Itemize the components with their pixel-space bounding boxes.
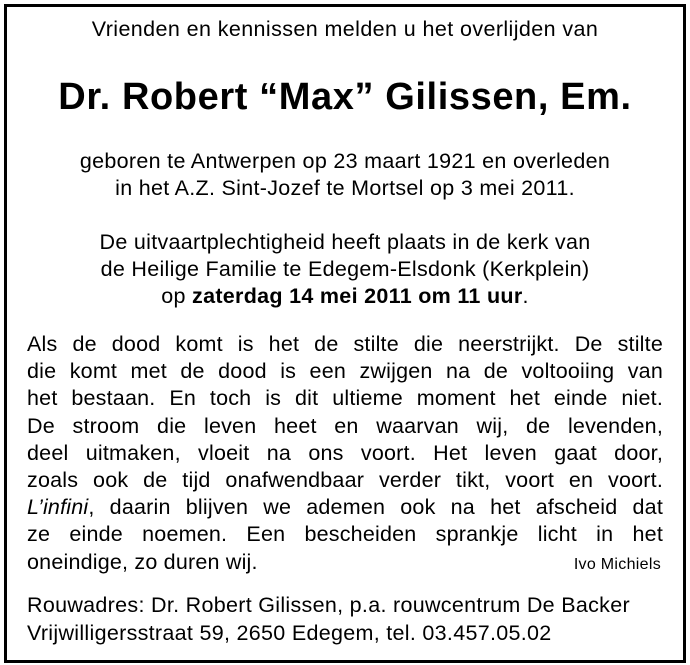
poem-line: het bestaan. En toch is dit ultieme moment het einde niet. — [27, 386, 663, 411]
poem — [27, 331, 663, 576]
poem-line: zoals ook de tijd onafwendbaar verder tikt, voort en voort. — [27, 467, 663, 492]
mourning-address — [27, 592, 667, 647]
poem-italic-word: L’infini — [27, 495, 89, 520]
poem-line: Als de dood komt is het de stilte die neerstrijkt. De stilte — [27, 332, 663, 356]
poem-line: oneindige, zo duren wij. — [27, 549, 258, 574]
poem-last-line — [27, 549, 663, 576]
poem-line-7-rest: , daarin blijven we ademen ook na het afscheid dat — [88, 495, 663, 520]
poem-line: die komt met de dood is een zwijgen na de voltooiing van — [27, 359, 663, 384]
poem-line: ze einde noemen. Een bescheiden sprankje licht in het — [27, 522, 663, 547]
poem-line — [27, 494, 663, 521]
address-line-1: Rouwadres: Dr. Robert Gilissen, p.a. rouwcentrum De Backer — [27, 593, 630, 617]
poem-line: deel uitmaken, vloeit na ons voort. Het leven gaat door, — [27, 440, 663, 465]
funeral-line-1: De uitvaartplechtigheid heeft plaats in de kerk van — [99, 230, 591, 254]
funeral-date: zaterdag 14 mei 2011 om 11 uur — [192, 284, 523, 308]
funeral-date-prefix: op — [161, 284, 193, 308]
funeral-date-suffix: . — [522, 284, 529, 308]
deceased-name: Dr. Robert “Max” Gilissen, Em. — [58, 76, 632, 118]
intro-text: Vrienden en kennissen melden u het overlijden van — [91, 17, 599, 41]
birth-death-details — [0, 148, 690, 202]
address-line-2: Vrijwilligersstraat 59, 2650 Edegem, tel. 03.457.05.02 — [27, 620, 552, 645]
poem-line: De stroom die leven heet en waarvan wij, de levenden, — [27, 413, 663, 438]
birth-line-2: in het A.Z. Sint-Jozef te Mortsel op 3 mei 2011. — [115, 176, 575, 200]
birth-line-1: geboren te Antwerpen op 23 maart 1921 en overleden — [79, 149, 611, 173]
funeral-details — [0, 229, 690, 310]
funeral-line-2: de Heilige Familie te Edegem-Elsdonk (Kerkplein) — [100, 257, 590, 281]
funeral-line-3 — [0, 283, 690, 310]
poem-author: Ivo Michiels — [573, 555, 661, 573]
